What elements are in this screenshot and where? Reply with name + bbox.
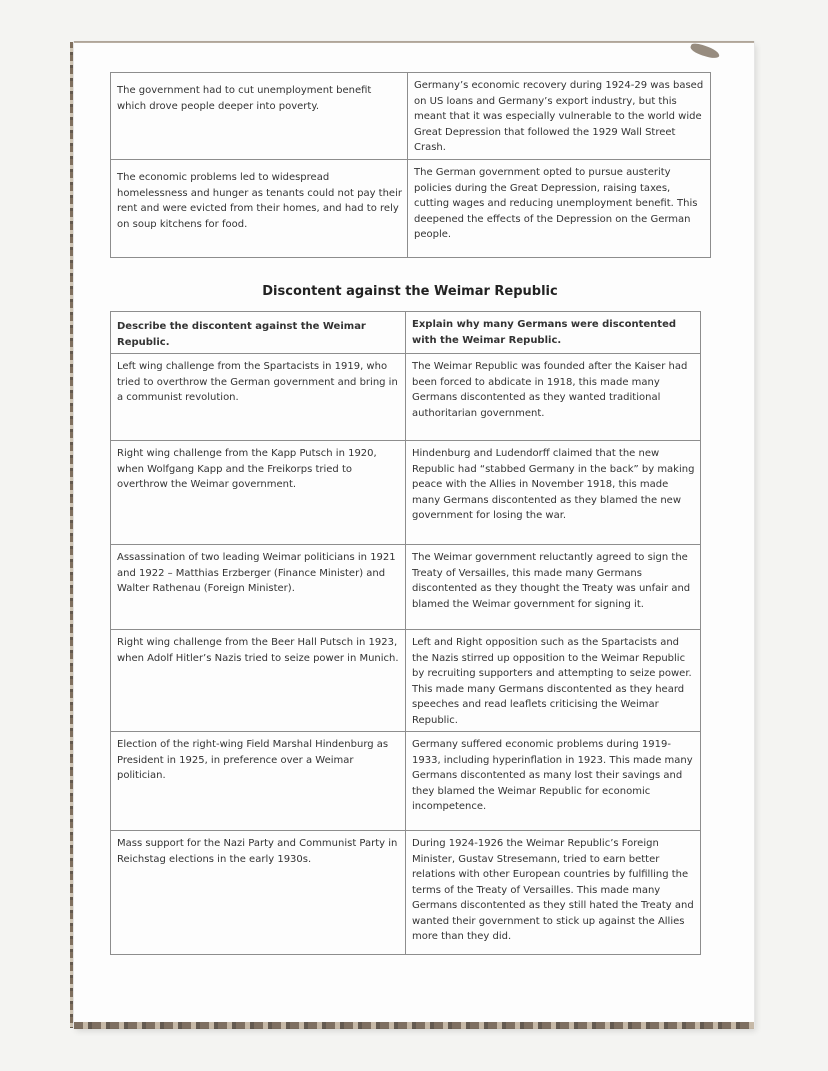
paper-top-edge	[74, 41, 754, 43]
table-cell: The Weimar Republic was founded after the Kaiser had been forced to abdicate in 1918, this made many Germans discontented as they wanted traditional authoritarian government.	[406, 354, 701, 441]
table-cell: Election of the right-wing Field Marshal Hindenburg as President in 1925, in preference over a Weimar politician.	[111, 732, 406, 831]
table-cell: The government had to cut unemployment benefit which drove people deeper into poverty.	[111, 73, 408, 160]
table-row	[111, 354, 701, 441]
table-row	[111, 545, 701, 630]
top-table	[110, 72, 711, 258]
table-cell: Left wing challenge from the Spartacists in 1919, who tried to overthrow the German government and bring in a communist revolution.	[111, 354, 406, 441]
table-row	[111, 732, 701, 831]
paper-bottom-edge	[74, 1022, 754, 1029]
table-row	[111, 73, 711, 160]
table-header-row	[111, 312, 701, 354]
section-heading: Discontent against the Weimar Republic	[262, 284, 558, 299]
table-cell: Mass support for the Nazi Party and Communist Party in Reichstag elections in the early 1930s.	[111, 831, 406, 955]
table-cell: During 1924-1926 the Weimar Republic’s Foreign Minister, Gustav Stresemann, tried to earn better relations with other European countries by fulfilling the terms of the Treaty of Versailles. This made many Germans discontented as they still hated the Treaty and wanted their government to stick up against the Allies more than they did.	[406, 831, 701, 955]
table-cell: Right wing challenge from the Beer Hall Putsch in 1923, when Adolf Hitler’s Nazis tried to seize power in Munich.	[111, 630, 406, 732]
table-cell: The economic problems led to widespread homelessness and hunger as tenants could not pay their rent and were evicted from their homes, and had to rely on soup kitchens for food.	[111, 160, 408, 258]
table-cell: Germany’s economic recovery during 1924-29 was based on US loans and Germany’s export industry, but this meant that it was especially vulnerable to the world wide Great Depression that followed the 1929 Wall Street Crash.	[408, 73, 711, 160]
discontent-table	[110, 311, 701, 955]
table-row	[111, 630, 701, 732]
table-row	[111, 160, 711, 258]
table-cell: Right wing challenge from the Kapp Putsch in 1920, when Wolfgang Kapp and the Freikorps tried to overthrow the Weimar government.	[111, 441, 406, 545]
table-cell: The Weimar government reluctantly agreed to sign the Treaty of Versailles, this made many Germans discontented as they thought the Treaty was unfair and blamed the Weimar government for signing it.	[406, 545, 701, 630]
table-cell: Assassination of two leading Weimar politicians in 1921 and 1922 – Matthias Erzberger (Finance Minister) and Walter Rathenau (Foreign Minister).	[111, 545, 406, 630]
table-row	[111, 831, 701, 955]
column-header-describe: Describe the discontent against the Weimar Republic.	[111, 312, 406, 354]
table-cell: Left and Right opposition such as the Spartacists and the Nazis stirred up opposition to the Weimar Republic by recruiting supporters and attempting to seize power. This made many Germans discontented as they heard speeches and read leaflets criticising the Weimar Republic.	[406, 630, 701, 732]
table-cell: The German government opted to pursue austerity policies during the Great Depression, raising taxes, cutting wages and reducing unemployment benefit. This deepened the effects of the Depression on the German people.	[408, 160, 711, 258]
table-cell: Germany suffered economic problems during 1919-1933, including hyperinflation in 1923. This made many Germans discontented as many lost their savings and they blamed the Weimar Republic for economic incompetence.	[406, 732, 701, 831]
table-cell: Hindenburg and Ludendorff claimed that the new Republic had “stabbed Germany in the back” by making peace with the Allies in November 1918, this made many Germans discontented as they blamed the new government for losing the war.	[406, 441, 701, 545]
table-row	[111, 441, 701, 545]
column-header-explain: Explain why many Germans were discontented with the Weimar Republic.	[406, 312, 701, 354]
